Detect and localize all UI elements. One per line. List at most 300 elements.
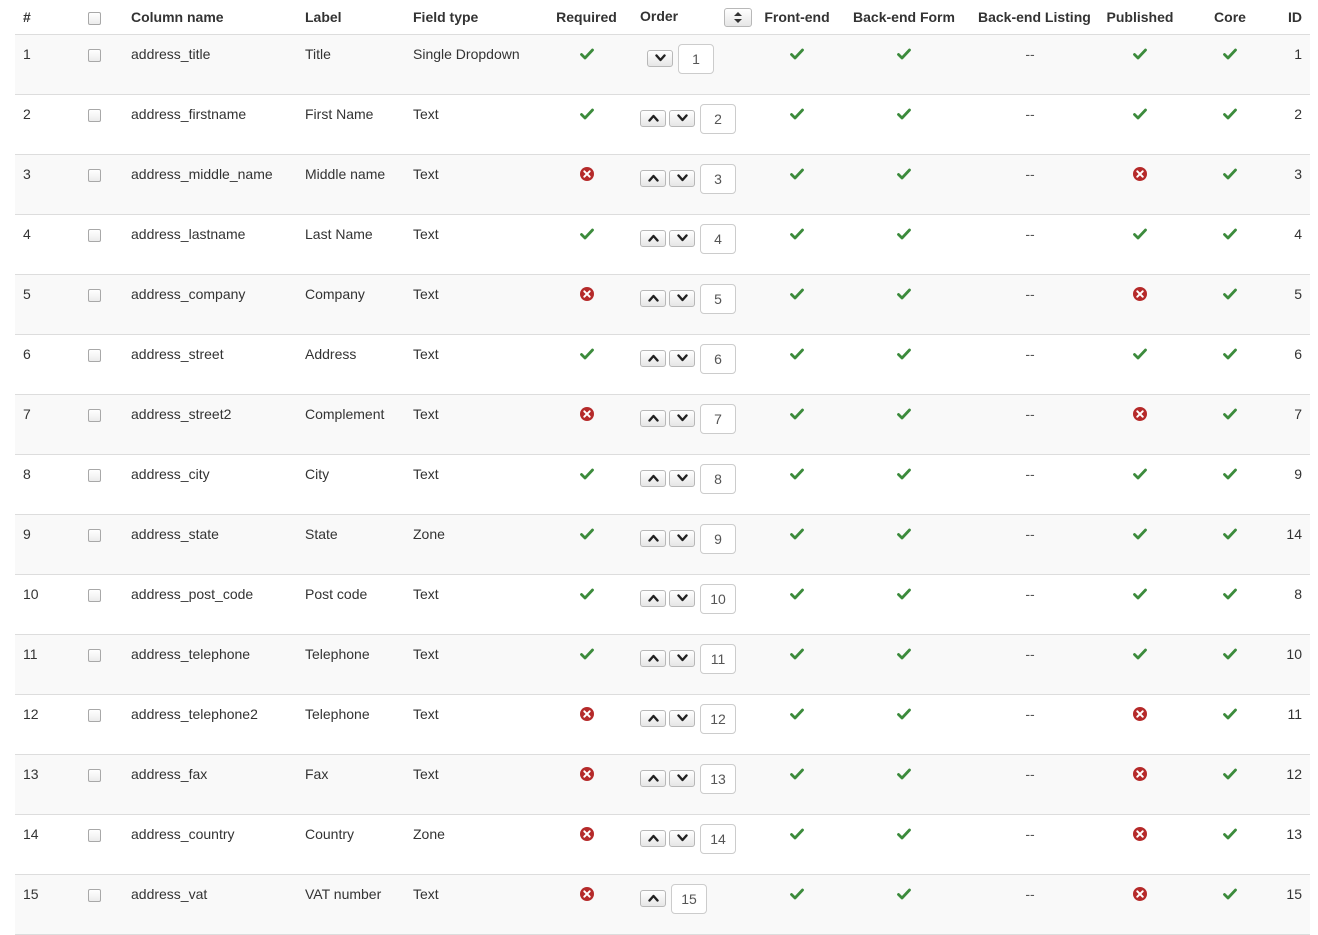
order-cell — [632, 815, 756, 875]
column-name-link[interactable]: address_city — [131, 466, 210, 482]
order-input[interactable]: 13 — [700, 764, 736, 794]
table-row — [15, 875, 1310, 935]
move-up-button[interactable] — [640, 650, 666, 667]
check-icon[interactable] — [790, 347, 804, 361]
move-down-button[interactable] — [647, 50, 673, 67]
header-order-label[interactable]: Order — [640, 7, 679, 24]
row-checkbox[interactable] — [88, 409, 101, 422]
order-input[interactable]: 1 — [678, 44, 714, 74]
field-label: Telephone — [305, 646, 370, 662]
row-number-text: 12 — [23, 706, 39, 722]
check-icon[interactable] — [897, 407, 911, 421]
field-type: Text — [413, 766, 439, 782]
move-up-button[interactable] — [640, 410, 666, 427]
row-checkbox[interactable] — [88, 649, 101, 662]
core-cell — [1190, 455, 1270, 515]
check-icon[interactable] — [790, 647, 804, 661]
row-checkbox[interactable] — [88, 109, 101, 122]
backend-listing-cell — [970, 815, 1090, 875]
column-name-cell — [123, 515, 297, 575]
check-icon — [1223, 227, 1237, 241]
check-icon[interactable] — [897, 767, 911, 781]
move-up-button[interactable] — [640, 110, 666, 127]
row-select — [65, 575, 123, 635]
move-down-button[interactable] — [669, 290, 695, 307]
header-backend-listing[interactable]: Back-end Listing — [970, 0, 1090, 35]
row-select — [65, 635, 123, 695]
order-input[interactable]: 5 — [700, 284, 736, 314]
check-icon[interactable] — [790, 467, 804, 481]
row-checkbox[interactable] — [88, 769, 101, 782]
move-up-button[interactable] — [640, 470, 666, 487]
check-icon[interactable] — [1133, 467, 1147, 481]
order-cell — [632, 275, 756, 335]
row-select — [65, 275, 123, 335]
select-all-checkbox[interactable] — [88, 12, 101, 25]
required-cell — [541, 755, 632, 815]
label-cell — [297, 275, 405, 335]
column-name-link[interactable]: address_telephone — [131, 646, 251, 662]
field-label: City — [305, 466, 330, 482]
backend-listing-value: -- — [1025, 286, 1035, 302]
header-published[interactable]: Published — [1090, 0, 1190, 35]
published-cell — [1090, 635, 1190, 695]
row-id: 6 — [1294, 346, 1302, 362]
backend-form-cell — [838, 455, 970, 515]
check-icon[interactable] — [580, 527, 594, 541]
cross-circle-icon[interactable] — [1133, 287, 1147, 301]
row-checkbox[interactable] — [88, 589, 101, 602]
move-down-button[interactable] — [669, 350, 695, 367]
order-input[interactable]: 14 — [700, 824, 736, 854]
backend-form-cell — [838, 155, 970, 215]
cross-circle-icon[interactable] — [1133, 167, 1147, 181]
column-name-cell — [123, 35, 297, 95]
save-order-button[interactable] — [724, 8, 752, 27]
id-cell — [1270, 215, 1310, 275]
column-name-link[interactable]: address_fax — [131, 766, 208, 782]
check-icon[interactable] — [897, 227, 911, 241]
order-input[interactable]: 6 — [700, 344, 736, 374]
order-cell — [632, 515, 756, 575]
row-select — [65, 515, 123, 575]
check-icon[interactable] — [1133, 227, 1147, 241]
order-cell — [632, 455, 756, 515]
published-cell — [1090, 455, 1190, 515]
core-cell — [1190, 215, 1270, 275]
field-type: Text — [413, 646, 439, 662]
required-cell — [541, 275, 632, 335]
cross-circle-icon[interactable] — [1133, 887, 1147, 901]
backend-listing-value: -- — [1025, 766, 1035, 782]
backend-listing-cell — [970, 755, 1090, 815]
row-number-text: 9 — [23, 526, 31, 542]
row-number — [15, 515, 65, 575]
field-type-cell — [405, 635, 541, 695]
field-type: Text — [413, 166, 439, 182]
column-name-link[interactable]: address_firstname — [131, 106, 247, 122]
move-down-button[interactable] — [669, 770, 695, 787]
column-name-cell — [123, 875, 297, 935]
move-up-button[interactable] — [640, 530, 666, 547]
row-select — [65, 455, 123, 515]
check-icon[interactable] — [897, 887, 911, 901]
row-number-text: 1 — [23, 46, 31, 62]
order-cell — [632, 395, 756, 455]
check-icon[interactable] — [897, 167, 911, 181]
move-up-button[interactable] — [640, 890, 666, 907]
label-cell — [297, 755, 405, 815]
check-icon[interactable] — [580, 47, 594, 61]
field-type: Text — [413, 286, 439, 302]
cross-circle-icon[interactable] — [580, 287, 594, 301]
row-id: 8 — [1294, 586, 1302, 602]
check-icon[interactable] — [897, 47, 911, 61]
core-cell — [1190, 95, 1270, 155]
backend-listing-cell — [970, 455, 1090, 515]
header-core[interactable]: Core — [1190, 0, 1270, 35]
move-down-button[interactable] — [669, 170, 695, 187]
cross-circle-icon[interactable] — [1133, 707, 1147, 721]
published-cell — [1090, 155, 1190, 215]
check-icon[interactable] — [1133, 107, 1147, 121]
required-cell — [541, 215, 632, 275]
header-field-type[interactable]: Field type — [405, 0, 541, 35]
move-down-button[interactable] — [669, 650, 695, 667]
check-icon[interactable] — [1133, 587, 1147, 601]
row-select — [65, 815, 123, 875]
field-label: Post code — [305, 586, 368, 602]
order-input[interactable]: 11 — [700, 644, 736, 674]
check-icon[interactable] — [1133, 647, 1147, 661]
check-icon[interactable] — [897, 827, 911, 841]
move-down-button[interactable] — [669, 590, 695, 607]
column-name-cell — [123, 635, 297, 695]
label-cell — [297, 875, 405, 935]
header-select-all — [65, 0, 123, 35]
id-cell — [1270, 695, 1310, 755]
check-icon[interactable] — [1133, 527, 1147, 541]
column-name-cell — [123, 575, 297, 635]
move-up-button[interactable] — [640, 350, 666, 367]
header-frontend[interactable]: Front-end — [756, 0, 838, 35]
check-icon[interactable] — [897, 347, 911, 361]
column-name-link[interactable]: address_post_code — [131, 586, 254, 602]
column-name-cell — [123, 335, 297, 395]
check-icon — [1223, 47, 1237, 61]
frontend-cell — [756, 575, 838, 635]
cross-circle-icon[interactable] — [580, 707, 594, 721]
label-cell — [297, 515, 405, 575]
label-cell — [297, 335, 405, 395]
column-name-link[interactable]: address_title — [131, 46, 211, 62]
table-row — [15, 35, 1310, 95]
move-up-button[interactable] — [640, 770, 666, 787]
field-type: Text — [413, 886, 439, 902]
table-row — [15, 815, 1310, 875]
frontend-cell — [756, 815, 838, 875]
row-number-text: 8 — [23, 466, 31, 482]
check-icon[interactable] — [897, 527, 911, 541]
frontend-cell — [756, 755, 838, 815]
check-icon[interactable] — [1133, 47, 1147, 61]
frontend-cell — [756, 155, 838, 215]
backend-form-cell — [838, 275, 970, 335]
check-icon[interactable] — [897, 647, 911, 661]
core-cell — [1190, 695, 1270, 755]
move-up-button[interactable] — [640, 290, 666, 307]
move-down-button[interactable] — [669, 410, 695, 427]
row-checkbox[interactable] — [88, 49, 101, 62]
order-input[interactable]: 12 — [700, 704, 736, 734]
row-checkbox[interactable] — [88, 709, 101, 722]
check-icon[interactable] — [790, 227, 804, 241]
row-checkbox[interactable] — [88, 229, 101, 242]
field-type: Text — [413, 586, 439, 602]
field-type-cell — [405, 155, 541, 215]
order-input[interactable]: 10 — [700, 584, 736, 614]
field-label: Country — [305, 826, 355, 842]
core-cell — [1190, 575, 1270, 635]
id-cell — [1270, 515, 1310, 575]
row-select — [65, 695, 123, 755]
row-checkbox[interactable] — [88, 349, 101, 362]
column-name-cell — [123, 215, 297, 275]
check-icon — [1223, 527, 1237, 541]
check-icon[interactable] — [580, 107, 594, 121]
row-number — [15, 755, 65, 815]
label-cell — [297, 635, 405, 695]
check-icon — [1223, 587, 1237, 601]
backend-listing-value: -- — [1025, 706, 1035, 722]
field-type: Zone — [413, 526, 445, 542]
row-number — [15, 95, 65, 155]
cross-circle-icon[interactable] — [1133, 827, 1147, 841]
check-icon — [1223, 887, 1237, 901]
column-name-cell — [123, 815, 297, 875]
order-input[interactable]: 7 — [700, 404, 736, 434]
check-icon[interactable] — [790, 827, 804, 841]
move-down-button[interactable] — [669, 710, 695, 727]
move-down-button[interactable] — [669, 830, 695, 847]
check-icon[interactable] — [790, 527, 804, 541]
check-icon[interactable] — [897, 107, 911, 121]
field-type: Text — [413, 346, 439, 362]
row-number — [15, 815, 65, 875]
check-icon[interactable] — [580, 347, 594, 361]
check-icon[interactable] — [790, 587, 804, 601]
check-icon[interactable] — [790, 47, 804, 61]
row-id: 12 — [1286, 766, 1302, 782]
cross-circle-icon[interactable] — [580, 827, 594, 841]
move-down-button[interactable] — [669, 530, 695, 547]
backend-form-cell — [838, 515, 970, 575]
backend-listing-value: -- — [1025, 46, 1035, 62]
label-cell — [297, 815, 405, 875]
order-input[interactable]: 8 — [700, 464, 736, 494]
header-id[interactable]: ID — [1270, 0, 1310, 35]
check-icon[interactable] — [790, 287, 804, 301]
table-row — [15, 95, 1310, 155]
check-icon[interactable] — [897, 587, 911, 601]
required-cell — [541, 35, 632, 95]
column-name-link[interactable]: address_state — [131, 526, 219, 542]
column-name-cell — [123, 455, 297, 515]
header-column-name[interactable]: Column name — [123, 0, 297, 35]
row-number-text: 10 — [23, 586, 39, 602]
fields-table — [15, 0, 1310, 935]
required-cell — [541, 875, 632, 935]
frontend-cell — [756, 35, 838, 95]
backend-form-cell — [838, 215, 970, 275]
check-icon — [1223, 827, 1237, 841]
check-icon[interactable] — [897, 707, 911, 721]
table-row — [15, 515, 1310, 575]
id-cell — [1270, 575, 1310, 635]
row-checkbox[interactable] — [88, 829, 101, 842]
required-cell — [541, 815, 632, 875]
backend-form-cell — [838, 35, 970, 95]
core-cell — [1190, 635, 1270, 695]
frontend-cell — [756, 695, 838, 755]
cross-circle-icon[interactable] — [1133, 767, 1147, 781]
row-number — [15, 575, 65, 635]
column-name-link[interactable]: address_middle_name — [131, 166, 273, 182]
cross-circle-icon[interactable] — [580, 887, 594, 901]
field-label: First Name — [305, 106, 374, 122]
backend-listing-cell — [970, 335, 1090, 395]
move-down-button[interactable] — [669, 110, 695, 127]
row-checkbox[interactable] — [88, 529, 101, 542]
column-name-link[interactable]: address_company — [131, 286, 246, 302]
order-input[interactable]: 4 — [700, 224, 736, 254]
field-type-cell — [405, 455, 541, 515]
cross-circle-icon[interactable] — [1133, 407, 1147, 421]
core-cell — [1190, 155, 1270, 215]
table-row — [15, 695, 1310, 755]
cross-circle-icon[interactable] — [580, 167, 594, 181]
row-number — [15, 35, 65, 95]
cross-circle-icon[interactable] — [580, 767, 594, 781]
cross-circle-icon[interactable] — [580, 407, 594, 421]
id-cell — [1270, 95, 1310, 155]
field-type: Single Dropdown — [413, 46, 520, 62]
row-number — [15, 875, 65, 935]
row-id: 10 — [1286, 646, 1302, 662]
field-type-cell — [405, 95, 541, 155]
move-up-button[interactable] — [640, 170, 666, 187]
backend-listing-value: -- — [1025, 526, 1035, 542]
core-cell — [1190, 755, 1270, 815]
header-required[interactable]: Required — [541, 0, 632, 35]
published-cell — [1090, 395, 1190, 455]
order-input[interactable]: 2 — [700, 104, 736, 134]
column-name-link[interactable]: address_street — [131, 346, 224, 362]
row-checkbox[interactable] — [88, 169, 101, 182]
check-icon[interactable] — [580, 227, 594, 241]
published-cell — [1090, 35, 1190, 95]
check-icon — [1223, 167, 1237, 181]
field-type-cell — [405, 215, 541, 275]
row-id: 7 — [1294, 406, 1302, 422]
frontend-cell — [756, 455, 838, 515]
header-label[interactable]: Label — [297, 0, 405, 35]
backend-listing-cell — [970, 35, 1090, 95]
check-icon[interactable] — [790, 107, 804, 121]
field-type-cell — [405, 575, 541, 635]
move-up-button[interactable] — [640, 710, 666, 727]
order-input[interactable]: 3 — [700, 164, 736, 194]
check-icon[interactable] — [790, 887, 804, 901]
column-name-link[interactable]: address_country — [131, 826, 235, 842]
check-icon[interactable] — [580, 587, 594, 601]
published-cell — [1090, 95, 1190, 155]
move-up-button[interactable] — [640, 230, 666, 247]
row-id: 9 — [1294, 466, 1302, 482]
backend-form-cell — [838, 695, 970, 755]
order-cell — [632, 875, 756, 935]
row-id: 11 — [1287, 706, 1302, 722]
column-name-link[interactable]: address_lastname — [131, 226, 246, 242]
required-cell — [541, 395, 632, 455]
order-cell — [632, 575, 756, 635]
row-select — [65, 335, 123, 395]
order-input[interactable]: 15 — [671, 884, 707, 914]
move-up-button[interactable] — [640, 830, 666, 847]
order-input[interactable]: 9 — [700, 524, 736, 554]
row-number-text: 14 — [23, 826, 39, 842]
move-down-button[interactable] — [669, 470, 695, 487]
row-checkbox[interactable] — [88, 289, 101, 302]
row-select — [65, 395, 123, 455]
row-checkbox[interactable] — [88, 889, 101, 902]
row-number-text: 5 — [23, 286, 31, 302]
field-type: Text — [413, 706, 439, 722]
frontend-cell — [756, 95, 838, 155]
move-up-button[interactable] — [640, 590, 666, 607]
check-icon[interactable] — [580, 647, 594, 661]
field-type: Zone — [413, 826, 445, 842]
column-name-link[interactable]: address_vat — [131, 886, 208, 902]
move-down-button[interactable] — [669, 230, 695, 247]
order-cell — [632, 335, 756, 395]
order-cell — [632, 755, 756, 815]
table-row — [15, 395, 1310, 455]
field-label: Address — [305, 346, 357, 362]
column-name-link[interactable]: address_street2 — [131, 406, 232, 422]
check-icon[interactable] — [790, 407, 804, 421]
check-icon[interactable] — [580, 467, 594, 481]
check-icon[interactable] — [790, 167, 804, 181]
label-cell — [297, 95, 405, 155]
field-type-cell — [405, 515, 541, 575]
backend-listing-cell — [970, 395, 1090, 455]
field-type-cell — [405, 695, 541, 755]
check-icon[interactable] — [790, 767, 804, 781]
column-name-link[interactable]: address_telephone2 — [131, 706, 258, 722]
check-icon[interactable] — [1133, 347, 1147, 361]
check-icon[interactable] — [897, 467, 911, 481]
check-icon[interactable] — [790, 707, 804, 721]
field-label: Middle name — [305, 166, 386, 182]
row-id: 13 — [1286, 826, 1302, 842]
field-label: Fax — [305, 766, 329, 782]
check-icon — [1223, 107, 1237, 121]
header-backend-form[interactable]: Back-end Form — [838, 0, 970, 35]
frontend-cell — [756, 335, 838, 395]
check-icon[interactable] — [897, 287, 911, 301]
row-checkbox[interactable] — [88, 469, 101, 482]
